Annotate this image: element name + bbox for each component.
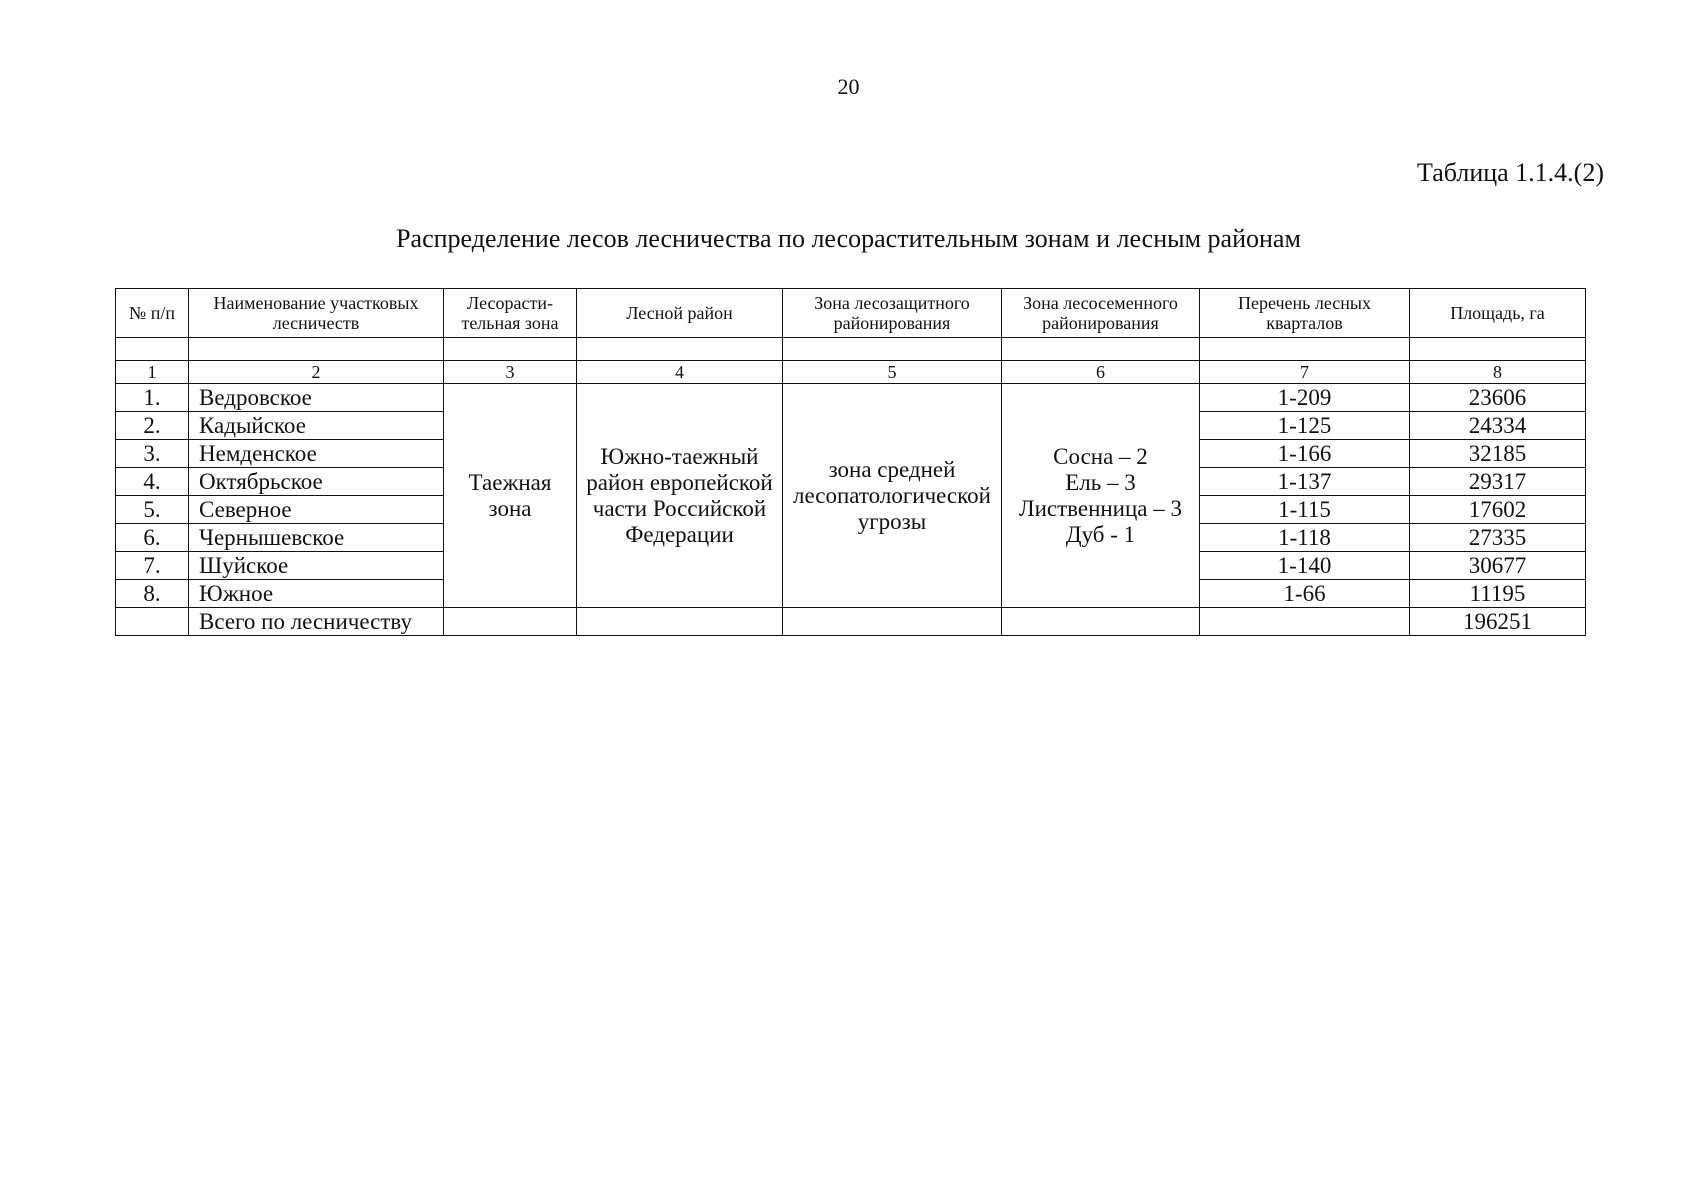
- area-cell: 30677: [1410, 552, 1586, 580]
- quarters-cell: 1-140: [1200, 552, 1410, 580]
- quarters-cell: 1-118: [1200, 524, 1410, 552]
- blank-row: [116, 338, 1586, 361]
- forestry-name: Октябрьское: [189, 468, 444, 496]
- protection-zone-line: угрозы: [857, 508, 927, 534]
- seed-zone-line: Лиственница – 3: [1018, 495, 1183, 521]
- header-row: [116, 289, 1586, 338]
- forestry-name: Немденское: [189, 440, 444, 468]
- quarters-cell: 1-137: [1200, 468, 1410, 496]
- blank-cell: [444, 608, 577, 636]
- blank-cell: [1002, 338, 1200, 361]
- forestry-name: Чернышевское: [189, 524, 444, 552]
- forestry-name: Ведровское: [189, 384, 444, 412]
- blank-cell: [444, 338, 577, 361]
- area-cell: 27335: [1410, 524, 1586, 552]
- blank-cell: [577, 338, 783, 361]
- area-cell: 29317: [1410, 468, 1586, 496]
- page-number: 20: [837, 74, 860, 99]
- seed-zone-line: Ель – 3: [1065, 469, 1136, 495]
- vegetation-zone-line: Таежная: [468, 469, 552, 495]
- forestry-name: Шуйское: [189, 552, 444, 580]
- blank-cell: [189, 338, 444, 361]
- blank-cell: [1200, 608, 1410, 636]
- row-number: 7.: [116, 552, 189, 580]
- area-cell: 17602: [1410, 496, 1586, 524]
- blank-cell: [1410, 338, 1586, 361]
- blank-cell: [783, 608, 1002, 636]
- area-cell: 24334: [1410, 412, 1586, 440]
- row-number: 1.: [116, 384, 189, 412]
- total-row: [116, 608, 1586, 636]
- protection-zone-cell: [783, 384, 1002, 608]
- vegetation-zone-line: зона: [488, 495, 532, 521]
- total-area: 196251: [1410, 608, 1586, 636]
- vegetation-zone-cell: [444, 384, 577, 608]
- column-number: 3: [444, 361, 577, 384]
- document-title: Распределение лесов лесничества по лесорастительным зонам и лесным районам: [396, 224, 1301, 253]
- row-number: 6.: [116, 524, 189, 552]
- forest-district-line: части Российской: [592, 495, 767, 521]
- header-vegetation-zone: Лесорасти-тельная зона: [444, 289, 577, 338]
- area-cell: 11195: [1410, 580, 1586, 608]
- column-number: 2: [189, 361, 444, 384]
- blank-cell: [577, 608, 783, 636]
- row-number: 8.: [116, 580, 189, 608]
- forestry-name: Северное: [189, 496, 444, 524]
- blank-cell: [116, 338, 189, 361]
- quarters-cell: 1-125: [1200, 412, 1410, 440]
- seed-zone-line: Дуб - 1: [1065, 521, 1136, 547]
- area-cell: 23606: [1410, 384, 1586, 412]
- quarters-cell: 1-66: [1200, 580, 1410, 608]
- column-number: 8: [1410, 361, 1586, 384]
- quarters-cell: 1-115: [1200, 496, 1410, 524]
- header-number: № п/п: [116, 289, 189, 338]
- header-forest-district: Лесной район: [577, 289, 783, 338]
- area-cell: 32185: [1410, 440, 1586, 468]
- header-area: Площадь, га: [1410, 289, 1586, 338]
- quarters-cell: 1-166: [1200, 440, 1410, 468]
- protection-zone-line: зона средней: [828, 456, 956, 482]
- column-number: 6: [1002, 361, 1200, 384]
- forestry-name: Кадыйское: [189, 412, 444, 440]
- blank-cell: [1200, 338, 1410, 361]
- column-number-row: [116, 361, 1586, 384]
- header-seed-zone: Зона лесосеменного районирования: [1002, 289, 1200, 338]
- header-quarters: Перечень лесных кварталов: [1200, 289, 1410, 338]
- column-number: 7: [1200, 361, 1410, 384]
- blank-cell: [1002, 608, 1200, 636]
- total-label: Всего по лесничеству: [189, 608, 444, 636]
- protection-zone-line: лесопатологической: [793, 482, 991, 508]
- blank-cell: [783, 338, 1002, 361]
- header-protection-zone: Зона лесозащитного районирования: [783, 289, 1002, 338]
- seed-zone-line: Сосна – 2: [1053, 443, 1148, 469]
- forest-district-line: район европейской: [586, 469, 773, 495]
- forest-district-line: Южно-таежный: [600, 443, 759, 469]
- row-number: 5.: [116, 496, 189, 524]
- row-number: 3.: [116, 440, 189, 468]
- header-name: Наименование участковых лесничеств: [189, 289, 444, 338]
- blank-cell: [116, 608, 189, 636]
- forest-district-line: Федерации: [625, 521, 734, 547]
- forest-distribution-table: [115, 288, 1586, 636]
- row-number: 2.: [116, 412, 189, 440]
- column-number: 5: [783, 361, 1002, 384]
- row-number: 4.: [116, 468, 189, 496]
- forest-district-cell: [577, 384, 783, 608]
- forestry-name: Южное: [189, 580, 444, 608]
- quarters-cell: 1-209: [1200, 384, 1410, 412]
- column-number: 1: [116, 361, 189, 384]
- table-number: Таблица 1.1.4.(2): [1416, 158, 1604, 187]
- table-row: [116, 384, 1586, 412]
- seed-zone-cell: [1002, 384, 1200, 608]
- column-number: 4: [577, 361, 783, 384]
